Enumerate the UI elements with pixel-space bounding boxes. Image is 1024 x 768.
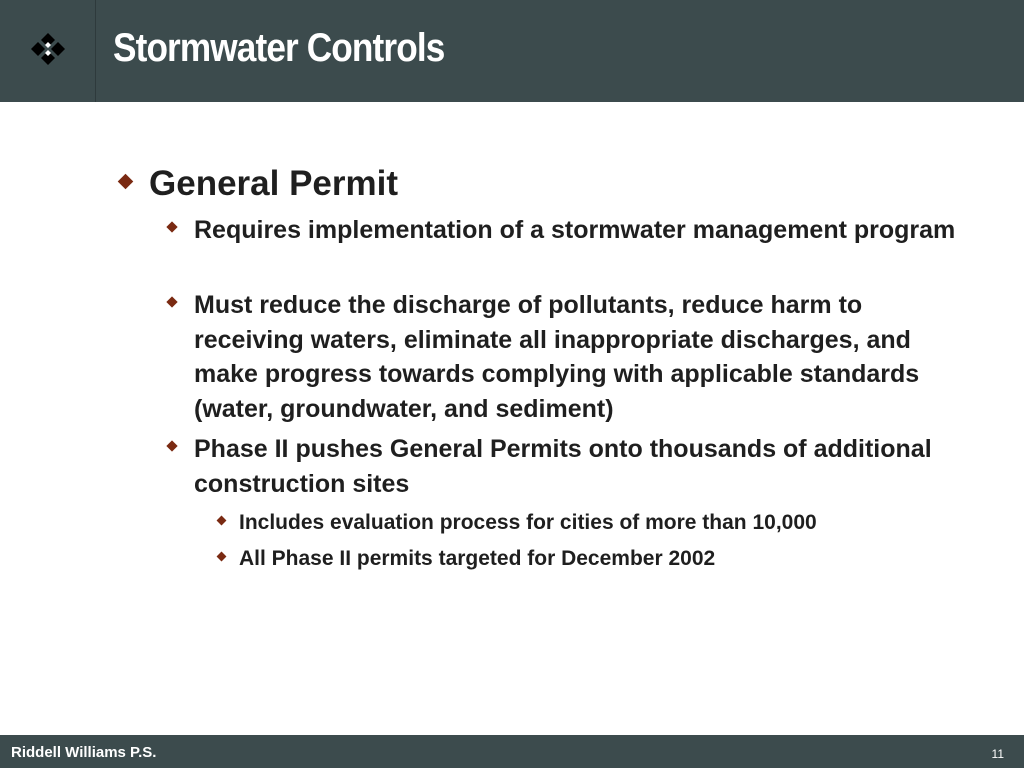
bullet-requirement-3 [194,432,974,501]
sub-bullet-evaluation [239,509,999,537]
bullet-requirement-2 [194,288,974,426]
page-number: 11 [991,747,1004,761]
slide-title: Stormwater Controls [113,26,445,70]
bullet-text: All Phase II permits targeted for December 2002 [239,547,716,570]
header-bar [0,0,1024,102]
bullet-diamond-icon [166,440,177,451]
bullet-diamond-icon [166,221,177,232]
sub-bullet-deadline [239,545,999,573]
bullet-requirement-1 [194,213,974,248]
bullet-text: General Permit [149,164,398,203]
bullet-diamond-icon [217,516,227,526]
footer-bar [0,735,1024,768]
bullet-diamond-icon [217,552,227,562]
bullet-text: Phase II pushes General Permits onto thousands of additional construction sites [194,435,932,498]
company-name: Riddell Williams P.S. [11,744,157,761]
bullet-diamond-icon [166,296,177,307]
bullet-diamond-icon [118,174,134,190]
bullet-text: Includes evaluation process for cities of more than 10,000 [239,511,817,534]
bullet-text: Requires implementation of a stormwater management program [194,216,956,244]
logo-panel [0,0,96,102]
bullet-text: Must reduce the discharge of pollutants, reduce harm to receiving waters, eliminate all inappropriate discharges, and make progress towards complying with applicable standards (water, groundwater, and sediment) [194,291,920,423]
company-logo-icon [26,32,70,66]
bullet-general-permit [149,164,398,204]
